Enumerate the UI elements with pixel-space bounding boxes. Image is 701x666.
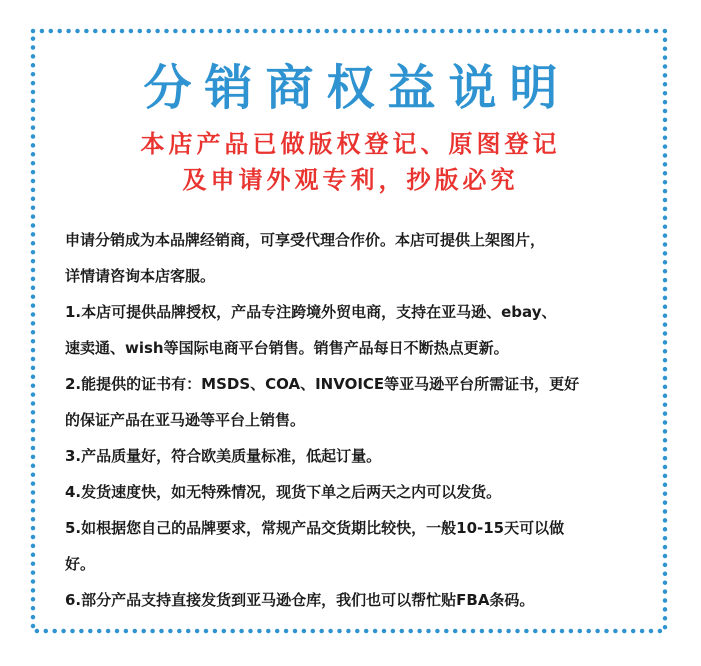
body-line: 好。 bbox=[65, 555, 96, 573]
page-title: 分销商权益说明 bbox=[143, 60, 571, 116]
body-line: 申请分销成为本品牌经销商，可享受代理合作价。本店可提供上架图片， bbox=[65, 231, 546, 249]
copyright-notice-line-2: 及申请外观专利，抄版必究 bbox=[182, 166, 519, 194]
body-line: 的保证产品在亚马逊等平台上销售。 bbox=[65, 411, 306, 429]
body-line: 速卖通、wish等国际电商平台销售。销售产品每日不断热点更新。 bbox=[65, 339, 509, 357]
copyright-notice-line-1: 本店产品已做版权登记、原图登记 bbox=[140, 130, 561, 158]
body-line: 详情请咨询本店客服。 bbox=[65, 267, 216, 285]
body-line: 3.产品质量好，符合欧美质量标准，低起订量。 bbox=[65, 447, 382, 465]
body-line: 6.部分产品支持直接发货到亚马逊仓库，我们也可以帮忙贴FBA条码。 bbox=[65, 591, 535, 609]
benefits-body bbox=[65, 222, 650, 618]
body-line: 4.发货速度快，如无特殊情况，现货下单之后两天之内可以发货。 bbox=[65, 483, 502, 501]
body-line: 5.如根据您自己的品牌要求，常规产品交货期比较快，一般10-15天可以做 bbox=[65, 519, 565, 537]
body-line: 2.能提供的证书有：MSDS、COA、INVOICE等亚马逊平台所需证书，更好 bbox=[65, 375, 580, 393]
body-line: 1.本店可提供品牌授权，产品专注跨境外贸电商，支持在亚马逊、ebay、 bbox=[65, 303, 557, 321]
